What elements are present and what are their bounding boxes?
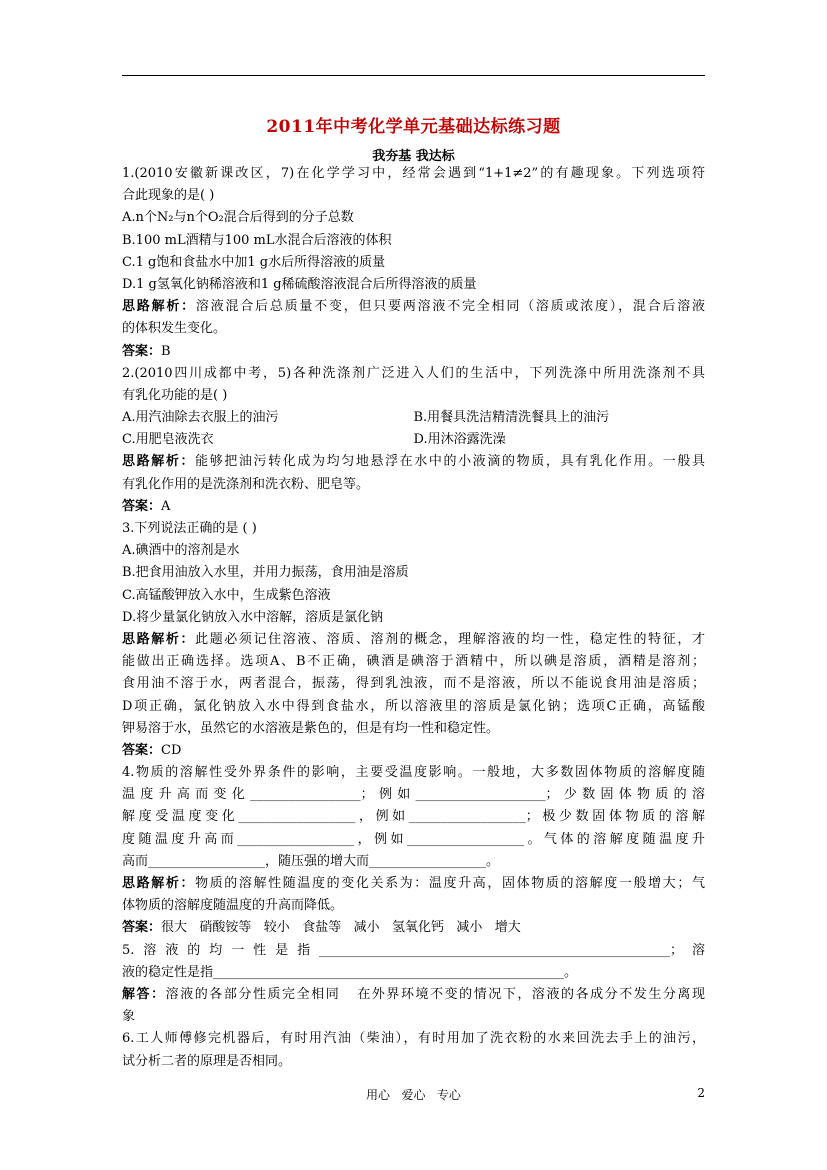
answer-line [122, 740, 705, 762]
option-d: D.用沐浴露洗澡 [413, 432, 506, 448]
page-number: 2 [697, 1086, 705, 1100]
explanation-label: 思路解析： [122, 299, 196, 315]
option-d: D.1 g氢氧化钠稀溶液和1 g稀硫酸溶液混合后所得溶液的质量 [122, 276, 477, 292]
explanation-text: 溶液混合后总质量不变，但只要两溶液不完全相同（溶质或浓度），混合后溶液 [195, 299, 705, 315]
explanation-line: 食用油不溶于水，两者混合，振荡，得到乳浊液，而不是溶液，所以不能说食用油是溶质； [122, 676, 705, 692]
question-2-line-1: 2.(2010四川成都中考，5)各种洗涤剂广泛进入人们的生活中，下列洗涤中所用洗涤剂不具 [122, 365, 705, 381]
options-row [122, 407, 705, 429]
answer-label: 答案： [122, 498, 162, 514]
explanation-text: 物质的溶解性随温度的变化关系为：温度升高，固体物质的溶解度一般增大；气 [195, 876, 705, 891]
question-2-line-2: 有乳化功能的是( ) [122, 387, 228, 403]
option-a: A.n个N₂与n个O₂混合后得到的分子总数 [122, 210, 354, 226]
answer-text: CD [161, 742, 182, 758]
explanation-text: 能够把油污转化成为均匀地悬浮在水中的小液滴的物质，具有乳化作用。一般具 [195, 454, 705, 470]
explanation-label: 思路解析： [122, 876, 196, 891]
answer-label: 答案： [122, 343, 162, 359]
option-b: B.100 mL酒精与100 mL水混合后溶液的体积 [122, 232, 392, 248]
question-3-line-1: 3.下列说法正确的是 ( ) [122, 521, 257, 536]
question-1-line-2: 合此现象的是( ) [122, 188, 215, 204]
answer-line [122, 341, 705, 363]
explanation-line: 钾易溶于水，虽然它的水溶液是紫色的，但是有均一性和稳定性。 [122, 720, 500, 736]
question-4-line-3: 解度受温度变化__________________，例如__________________；极少数固体物质的溶解 [122, 809, 705, 825]
explanation-label: 思路解析： [122, 454, 196, 470]
explanation-line [122, 873, 705, 895]
question-5-line-1: 5.溶液的均一性是指______________________________________________________；溶 [122, 942, 705, 958]
explanation-label: 思路解析： [122, 631, 196, 647]
question-4-line-5: 高而__________________，随压强的增大而__________________。 [122, 853, 500, 869]
question-1-line-1: 1.(2010安徽新课改区，7)在化学学习中，经常会遇到“1+1≠2”的有趣现象。下列选项符 [122, 166, 705, 181]
answer-text: A [161, 498, 171, 514]
explanation-line: 有乳化作用的是洗涤剂和洗衣粉、肥皂等。 [122, 476, 370, 492]
answer-line [122, 496, 705, 518]
explanation-line [122, 296, 705, 318]
option-a: A.用汽油除去衣服上的油污 [122, 410, 279, 426]
answer-line: 象 [122, 1009, 136, 1025]
explanation-line: D项正确，氯化钠放入水中得到食盐水，所以溶液里的溶质是氯化钠；选项C正确，高锰酸 [122, 698, 705, 714]
header-rule [122, 75, 705, 76]
answer-line [122, 984, 705, 1006]
footer-motto: 用心 爱心 专心 [366, 1088, 461, 1102]
option-c: C.用肥皂液洗衣 [122, 432, 214, 448]
question-4-line-1: 4.物质的溶解性受外界条件的影响，主要受温度影响。一般地，大多数固体物质的溶解度随 [122, 765, 705, 781]
answer-text: B [161, 343, 171, 359]
answer-text: 很大 硝酸铵等 较小 食盐等 减小 氢氧化钙 减小 增大 [161, 920, 521, 936]
question-4-line-4: 度随温度升高而__________________，例如__________________。气体的溶解度随温度升 [122, 831, 705, 847]
option-c: C.高锰酸钾放入水中，生成紫色溶液 [122, 587, 331, 603]
answer-label: 答案： [122, 742, 162, 758]
answer-line [122, 917, 705, 939]
option-a: A.碘酒中的溶剂是水 [122, 543, 240, 559]
answer-label: 答案： [122, 920, 162, 936]
question-6-line-1: 6.工人师傅修完机器后，有时用汽油（柴油），有时用加了洗衣粉的水来回洗去手上的油污， [122, 1031, 705, 1047]
question-6-line-2: 试分析二者的原理是否相同。 [122, 1053, 292, 1069]
options-row [122, 429, 705, 451]
explanation-text: 此题必须记住溶液、溶质、溶剂的概念，理解溶液的均一性，稳定性的特征，才 [195, 631, 705, 647]
option-b: B.用餐具洗洁精清洗餐具上的油污 [413, 410, 610, 426]
explanation-line: 能做出正确选择。选项A、B不正确，碘酒是碘溶于酒精中，所以碘是溶质，酒精是溶剂； [122, 654, 705, 670]
question-5-line-2: 液的稳定性是指______________________________________________________。 [122, 964, 578, 980]
question-4-line-2: 温度升高而变化_________________；例如____________________；少数固体物质的溶 [122, 787, 705, 803]
explanation-line [122, 629, 705, 651]
answer-text: 溶液的各部分性质完全相同 在外界环境不变的情况下，溶液的各成分不发生分离现 [165, 986, 705, 1002]
option-d: D.将少量氯化钠放入水中溶解，溶质是氯化钠 [122, 609, 384, 625]
explanation-line: 的体积发生变化。 [122, 321, 227, 337]
document-body [122, 163, 705, 1073]
section-subtitle: 我夯基 我达标 [372, 149, 455, 164]
answer-label: 解答： [122, 986, 166, 1002]
option-b: B.把食用油放入水里，并用力振荡，食用油是溶质 [122, 565, 409, 581]
document-title: 2011年中考化学单元基础达标练习题 [266, 117, 561, 137]
explanation-line [122, 451, 705, 473]
option-c: C.1 g饱和食盐水中加1 g水后所得溶液的质量 [122, 254, 386, 270]
explanation-line: 体物质的溶解度随温度的升高而降低。 [122, 898, 344, 914]
